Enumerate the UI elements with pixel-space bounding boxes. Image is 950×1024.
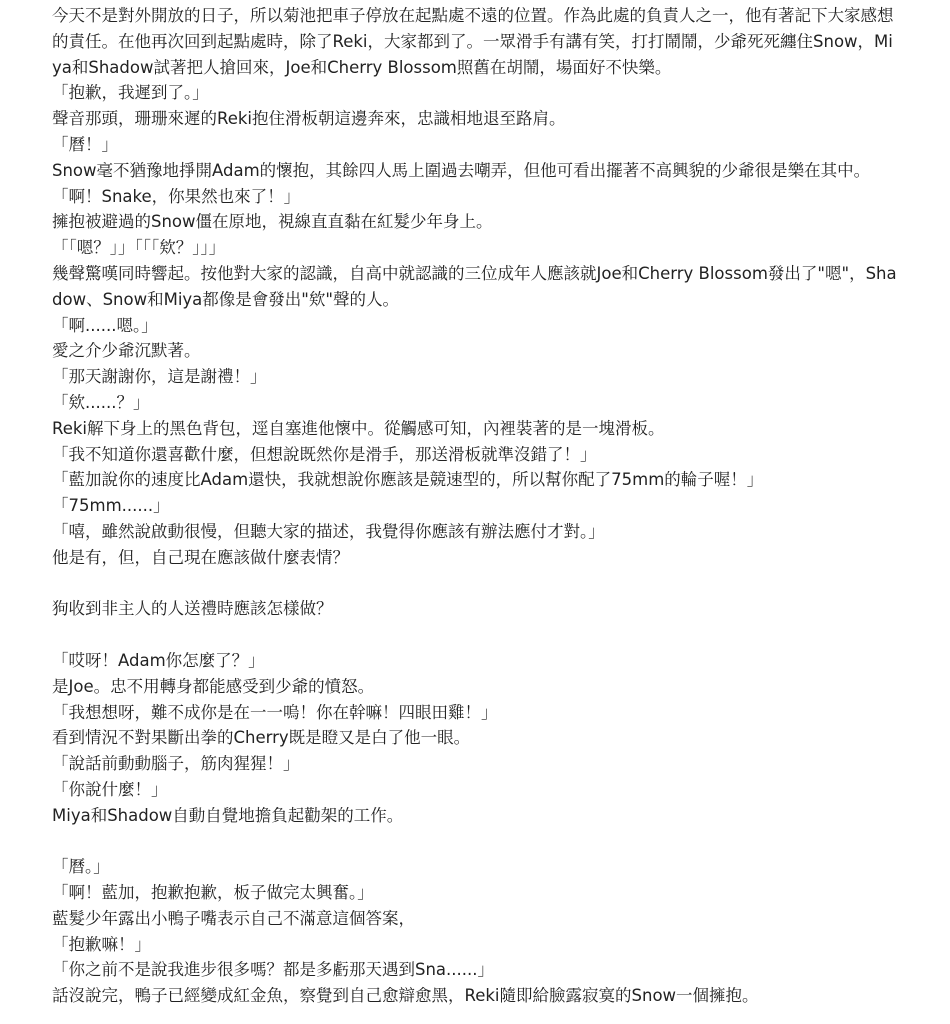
blank-line: [52, 571, 902, 597]
story-paragraph: 「抱歉，我遲到了。」: [52, 83, 209, 103]
story-paragraph: 擁抱被避過的Snow僵在原地，視線直直黏在紅髮少年身上。: [52, 212, 493, 232]
story-paragraph: 狗收到非主人的人送禮時應該怎樣做？: [52, 599, 333, 619]
story-paragraph: 今天不是對外開放的日子，所以菊池把車子停放在起點處不遠的位置。作為此處的負責人之一，他有著記下大家感想的責任。在他再次回到起點處時，除了Reki，大家都到了。一眾滑手有講有笑，打打鬧鬧，少爺死死纏住Snow，Miya和Shadow試著把人搶回來，Joe和Cherry Blossom照舊在胡鬧，場面好不快樂。: [52, 6, 894, 77]
blank-line: [52, 829, 902, 855]
story-paragraph: 話沒說完，鴨子已經變成紅金魚，察覺到自己愈辯愈黑，Reki隨即給臉露寂寞的Snow一個擁抱。: [52, 986, 759, 1006]
story-paragraph: 「你說什麼！」: [52, 779, 168, 799]
story-paragraph: 愛之介少爺沉默著。: [52, 341, 201, 361]
story-paragraph: 「曆。」: [52, 857, 110, 877]
story-text-body: [52, 3, 902, 1009]
story-paragraph: 「75mm......」: [52, 496, 170, 516]
story-paragraph: 「嘻，雖然說啟動很慢，但聽大家的描述，我覺得你應該有辦法應付才對。」: [52, 521, 605, 541]
story-paragraph: 他是有，但，自己現在應該做什麼表情？: [52, 547, 349, 567]
story-paragraph: 「曆！」: [52, 134, 118, 154]
story-paragraph: 「我不知道你還喜歡什麼，但想說既然你是滑手，那送滑板就準沒錯了！」: [52, 444, 597, 464]
blank-line: [52, 622, 902, 648]
story-paragraph: 「啊......嗯。」: [52, 315, 158, 335]
story-paragraph: 「說話前動動腦子，筋肉猩猩！」: [52, 754, 300, 774]
story-paragraph: Snow毫不猶豫地掙開Adam的懷抱，其餘四人馬上圍過去嘲弄，但他可看出擺著不高興貌的少爺很是樂在其中。: [52, 160, 871, 180]
story-paragraph: 「欸......？」: [52, 392, 150, 412]
story-paragraph: 「那天謝謝你，這是謝禮！」: [52, 367, 267, 387]
story-paragraph: 「哎呀！Adam你怎麼了？」: [52, 650, 265, 670]
story-paragraph: Miya和Shadow自動自覺地擔負起勸架的工作。: [52, 805, 404, 825]
story-paragraph: 「啊！Snake，你果然也來了！」: [52, 186, 301, 206]
story-paragraph: 「我想想呀，難不成你是在一一嗚！你在幹嘛！四眼田雞！」: [52, 702, 498, 722]
story-paragraph: 看到情況不對果斷出拳的Cherry既是瞪又是白了他一眼。: [52, 728, 471, 748]
story-paragraph: Reki解下身上的黑色背包，逕自塞進他懷中。從觸感可知，內裡裝著的是一塊滑板。: [52, 418, 665, 438]
story-paragraph: 「藍加說你的速度比Adam還快，我就想說你應該是競速型的，所以幫你配了75mm的輪子喔！」: [52, 470, 764, 490]
story-paragraph: 幾聲驚嘆同時響起。按他對大家的認識，自高中就認識的三位成年人應該就Joe和Cherry Blossom發出了"嗯"，Shadow、Snow和Miya都像是會發出"欸"聲的人。: [52, 263, 897, 309]
story-paragraph: 是Joe。忠不用轉身都能感受到少爺的憤怒。: [52, 676, 375, 696]
story-paragraph: 藍髮少年露出小鴨子嘴表示自己不滿意這個答案，: [52, 908, 415, 928]
story-paragraph: 「「嗯？」」「「「欸？」」」: [52, 238, 226, 258]
story-paragraph: 「啊！藍加，抱歉抱歉，板子做完太興奮。」: [52, 883, 374, 903]
story-paragraph: 聲音那頭，珊珊來遲的Reki抱住滑板朝這邊奔來，忠識相地退至路肩。: [52, 109, 566, 129]
story-paragraph: 「你之前不是說我進步很多嗎？都是多虧那天遇到Sna......」: [52, 960, 495, 980]
story-paragraph: 「抱歉嘛！」: [52, 934, 151, 954]
